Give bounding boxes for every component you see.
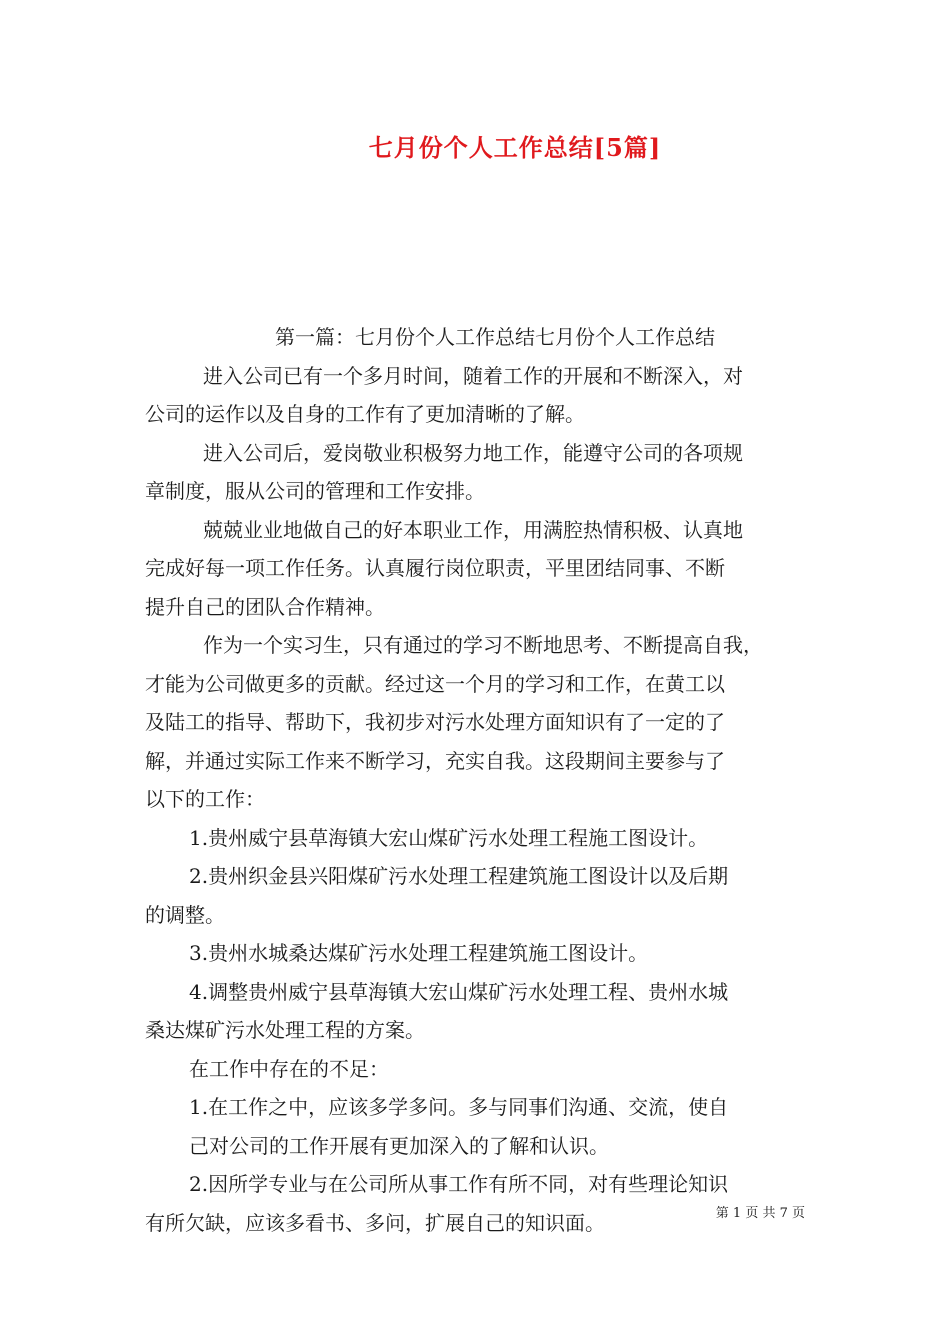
paragraph-line: 提升自己的团队合作精神。 [145,594,385,619]
list-item: 1.贵州威宁县草海镇大宏山煤矿污水处理工程施工图设计。 [189,825,709,850]
paragraph-line: 在工作中存在的不足： [189,1056,389,1081]
paragraph-line: 以下的工作： [145,787,265,811]
document-body [145,318,810,1242]
paragraph-line: 才能为公司做更多的贡献。经过这一个月的学习和工作，在黄工以 [145,671,725,696]
document-title: 七月份个人工作总结[5篇] [368,133,662,162]
paragraph-line: 进入公司已有一个多月时间，随着工作的开展和不断深入，对 [203,363,743,388]
paragraph-line: 及陆工的指导、帮助下，我初步对污水处理方面知识有了一定的了 [145,710,725,734]
paragraph-line: 公司的运作以及自身的工作有了更加清晰的了解。 [145,402,585,426]
list-item-continuation: 的调整。 [145,902,225,927]
page-number-footer: 第 1 页 共 7 页 [715,1206,805,1221]
list-item-continuation: 桑达煤矿污水处理工程的方案。 [145,1018,425,1042]
list-item: 3.贵州水城桑达煤矿污水处理工程建筑施工图设计。 [189,941,649,965]
paragraph-line: 章制度，服从公司的管理和工作安排。 [145,479,485,503]
list-item-continuation: 己对公司的工作开展有更加深入的了解和认识。 [189,1133,609,1158]
paragraph-line: 兢兢业业地做自己的好本职业工作，用满腔热情积极、认真地 [203,517,743,542]
paragraph-line: 解，并通过实际工作来不断学习，充实自我。这段期间主要参与了 [145,748,725,773]
list-item: 2.因所学专业与在公司所从事工作有所不同，对有些理论知识 [189,1172,729,1196]
list-item-continuation: 有所欠缺，应该多看书、多问，扩展自己的知识面。 [145,1210,605,1235]
list-item: 1.在工作之中，应该多学多问。多与同事们沟通、交流，使自 [189,1095,729,1119]
paragraph-line: 进入公司后，爱岗敬业积极努力地工作，能遵守公司的各项规 [203,440,743,465]
list-item: 4.调整贵州威宁县草海镇大宏山煤矿污水处理工程、贵州水城 [189,979,729,1004]
section-heading: 第一篇：七月份个人工作总结七月份个人工作总结 [275,325,715,349]
paragraph-line: 完成好每一项工作任务。认真履行岗位职责，平里团结同事、不断 [145,556,725,580]
paragraph-line: 作为一个实习生，只有通过的学习不断地思考、不断提高自我， [203,633,763,657]
list-item: 2.贵州织金县兴阳煤矿污水处理工程建筑施工图设计以及后期 [189,864,729,888]
